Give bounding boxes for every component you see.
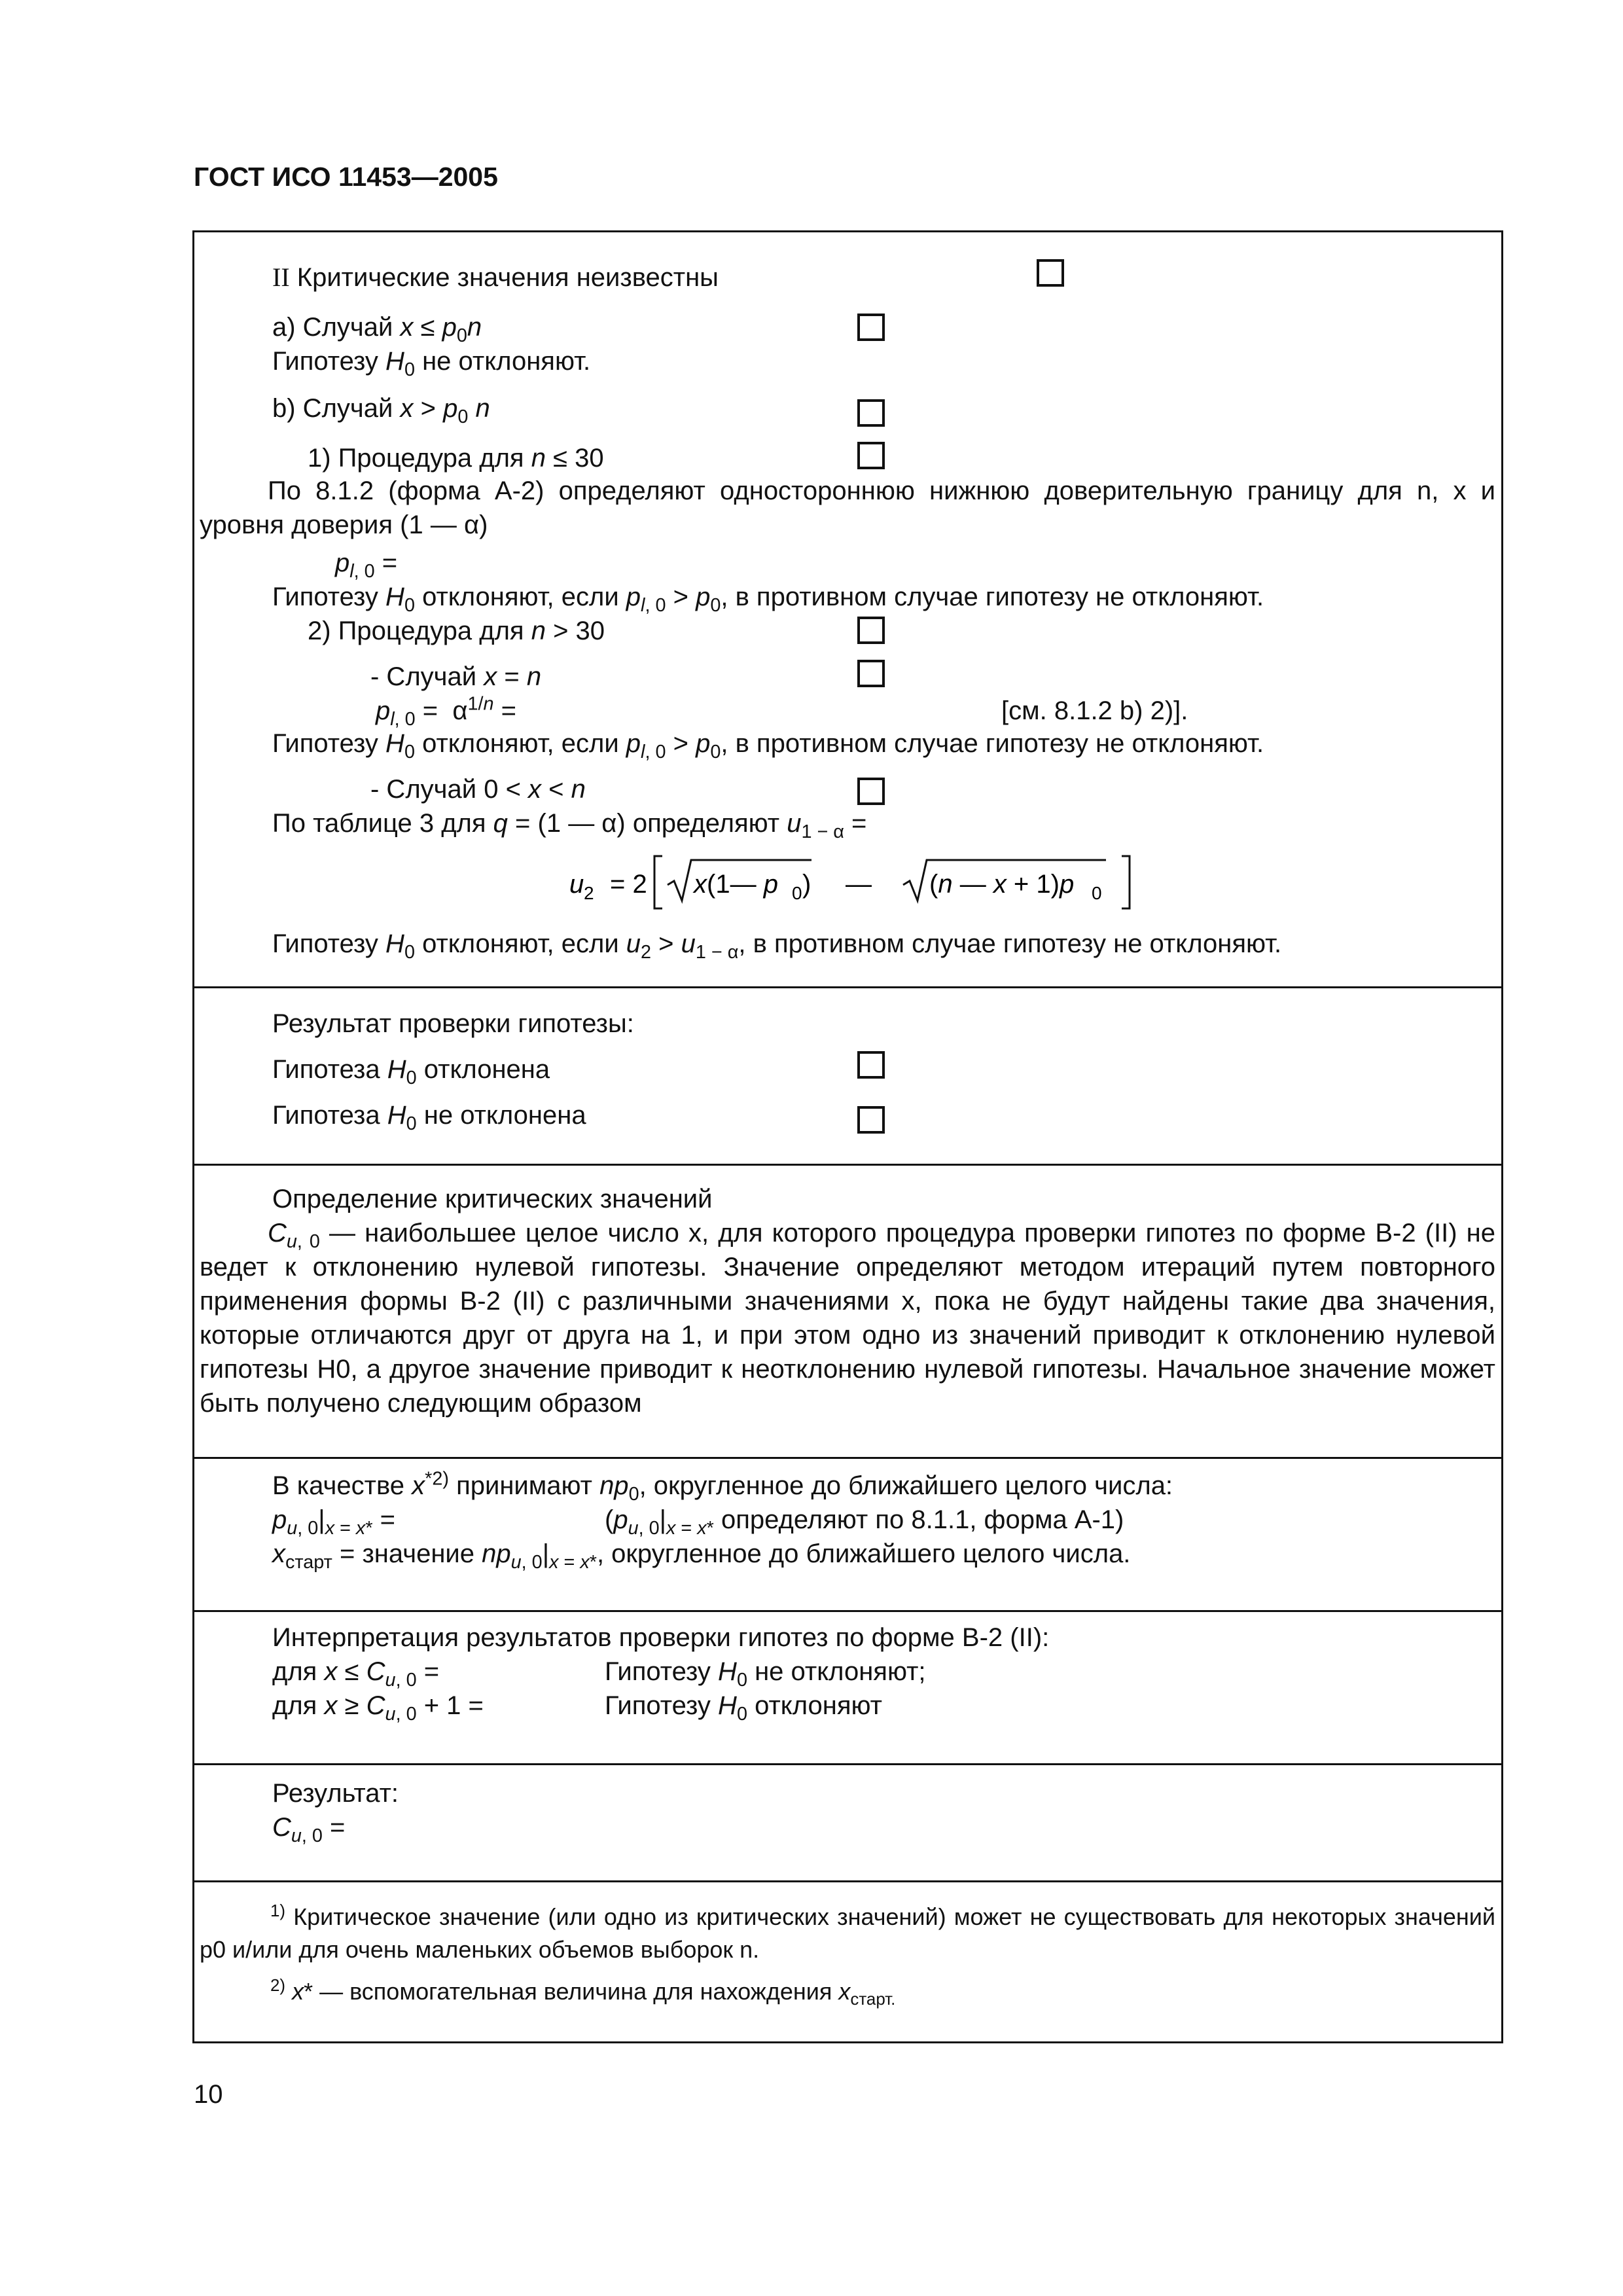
checkbox-case-between[interactable]	[857, 778, 885, 805]
document-header: ГОСТ ИСО 11453—2005	[194, 162, 498, 192]
checkbox-procedure-1[interactable]	[857, 442, 885, 469]
divider-6	[192, 1880, 1503, 1882]
page-number: 10	[194, 2080, 223, 2109]
reject-rule-3: Гипотезу $H_0$ отклоняют, если $u_2 > u_{1 - \alpha}$, в противном случае гипотезу не отклоняют.	[272, 929, 1282, 963]
footnote-2: $^{2)}$ x* — вспомогательная величина для нахождения $x_{старт.}$	[270, 1977, 896, 2009]
hypothesis-not-rejected-label: Гипотеза $H_0$ не отклонена	[272, 1101, 586, 1134]
svg-text:—: —	[846, 870, 872, 899]
xstar-line2: $p_{u, 0}|_{x = x*}$ =	[272, 1505, 396, 1539]
svg-text:= 2: = 2	[610, 870, 647, 899]
xstar-line2-note: ($p_{u, 0}|_{x = x*}$ определяют по 8.1.1, форма А-1)	[605, 1505, 1124, 1539]
checkbox-case-b[interactable]	[857, 399, 885, 427]
divider-1	[192, 986, 1503, 988]
xstar-line3: $x_{старт}$ = значение $np_{u, 0}|_{x = x*}$, округленное до ближайшего целого числа.	[272, 1539, 1131, 1573]
p-lower-formula: $p_{l, 0} = \alpha^{1/n}$ =	[376, 693, 517, 730]
divider-5	[192, 1763, 1503, 1765]
case-a-conclusion: Гипотезу $H_0$ не отклоняют.	[272, 347, 591, 380]
interpretation-row2-condition: для $x \ge C_{u, 0} + 1$ =	[272, 1691, 484, 1725]
svg-text:x(1— p: x(1— p	[694, 870, 778, 899]
result-cu0-field: $C_{u, 0}$ =	[272, 1813, 346, 1846]
interpretation-heading: Интерпретация результатов проверки гипотез по форме В-2 (II):	[272, 1623, 1050, 1652]
procedure-1-text: По 8.1.2 (форма А-2) определяют одностороннюю нижнюю доверительную границу для n, x и уровня доверия (1 — α)	[200, 476, 1495, 539]
case-a-label: a) Случай $x \le p_0n$	[272, 313, 482, 346]
results-label: Результат проверки гипотезы:	[272, 1009, 634, 1038]
svg-text:(n — x + 1)p: (n — x + 1)p	[929, 870, 1075, 899]
interpretation-row1-result: Гипотезу $H_0$ не отклоняют;	[605, 1657, 926, 1691]
checkbox-critical-unknown[interactable]	[1037, 259, 1064, 287]
reject-rule-1: Гипотезу $H_0$ отклоняют, если $p_{l, 0} > p_0$, в противном случае гипотезу не отклоняют.	[272, 583, 1264, 616]
divider-2	[192, 1164, 1503, 1166]
u2-formula	[563, 848, 1139, 914]
p-lower-bound-field: $p_{l, 0}$ =	[335, 548, 398, 582]
case-between: - Случай 0 < x < n	[370, 775, 586, 804]
svg-text:0: 0	[792, 883, 802, 903]
reject-rule-2: Гипотезу $H_0$ отклоняют, если $p_{l, 0} > p_0$, в противном случае гипотезу не отклоняют.	[272, 729, 1264, 762]
divider-4	[192, 1610, 1503, 1612]
svg-text:u: u	[569, 870, 584, 899]
table3-line: По таблице 3 для q = (1 — α) определяют $u_{1 - \alpha}$ =	[272, 809, 867, 842]
interpretation-row1-condition: для $x \le C_{u, 0}$ =	[272, 1657, 440, 1691]
reference-note: [см. 8.1.2 b) 2)].	[1001, 696, 1188, 725]
result-label: Результат:	[272, 1779, 399, 1808]
svg-text:0: 0	[1092, 883, 1102, 903]
case-b-label: b) Случай $x > p_0$ n	[272, 394, 490, 427]
interpretation-row2-result: Гипотезу $H_0$ отклоняют	[605, 1691, 882, 1725]
critical-paragraph: $C_{u, 0}$ — наибольшее целое число x, для которого процедура проверки гипотез по форме В-2 (II) не ведет к отклонению нулевой гипотезы. Значение определяют методом итераций путем повторного применения формы В-2 (II) с различными значениями x, пока не будут найдены такие два значения, которые отличаются друг от друга на 1, и при этом одно из значений приводит к отклонению нулевой гипотезы H0, а другое значение приводит к неотклонению нулевой гипотезы. Начальное значение может быть получено следующим образом	[200, 1219, 1495, 1418]
checkbox-case-x-equals-n[interactable]	[857, 660, 885, 687]
section-heading: II Критические значения неизвестны	[272, 262, 719, 292]
checkbox-case-a[interactable]	[857, 314, 885, 341]
footnote-1: $^{1)}$ Критическое значение (или одно из критических значений) может не существовать для некоторых значений p0 и/или для очень маленьких объемов выборок n.	[200, 1902, 1495, 1963]
divider-3	[192, 1457, 1503, 1459]
procedure-1-label: 1) Процедура для n ≤ 30	[308, 444, 604, 473]
checkbox-rejected[interactable]	[857, 1051, 885, 1079]
hypothesis-rejected-label: Гипотеза $H_0$ отклонена	[272, 1055, 550, 1088]
svg-text:): )	[802, 870, 812, 899]
svg-text:2: 2	[584, 883, 594, 903]
critical-heading: Определение критических значений	[272, 1185, 713, 1213]
case-x-equals-n: - Случай x = n	[370, 662, 542, 691]
checkbox-not-rejected[interactable]	[857, 1106, 885, 1134]
xstar-line1: В качестве $x^{*2)}$ принимают $np_0$, округленное до ближайшего целого числа:	[272, 1468, 1173, 1505]
checkbox-procedure-2[interactable]	[857, 617, 885, 644]
procedure-2-label: 2) Процедура для n > 30	[308, 617, 605, 645]
